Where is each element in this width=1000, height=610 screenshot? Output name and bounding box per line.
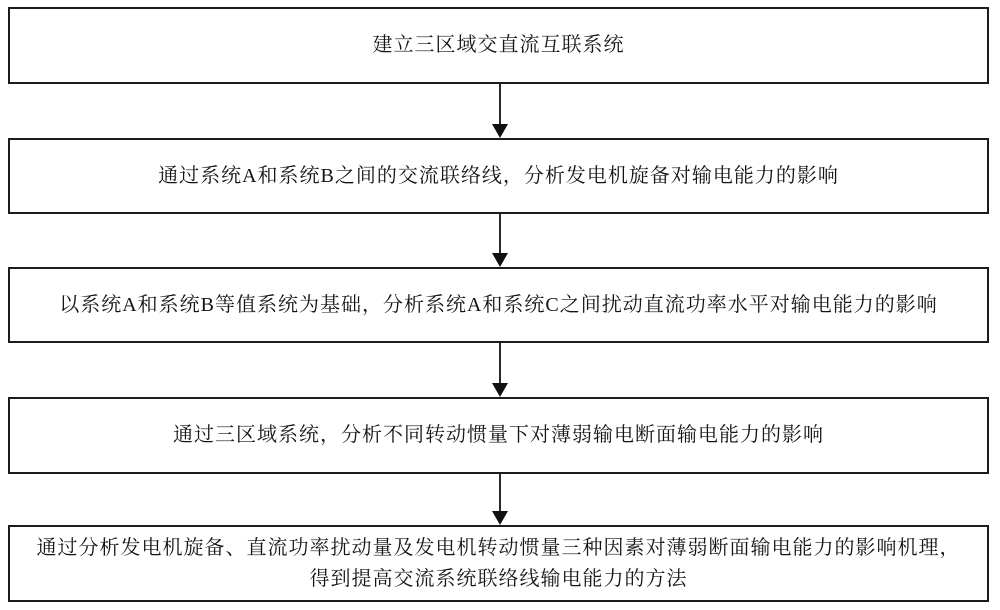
flow-arrow-4	[492, 474, 508, 525]
arrow-shaft	[499, 343, 501, 383]
flow-step-5-label-line-2: 得到提高交流系统联络线输电能力的方法	[309, 567, 688, 590]
flow-step-1-label: 建立三区域交直流互联系统	[372, 34, 625, 56]
flow-step-3	[8, 267, 989, 343]
flow-step-4-label: 通过三区域系统，分析不同转动惯量下对薄弱输电断面输电能力的影响	[173, 424, 824, 446]
arrow-head-down-icon	[492, 383, 508, 397]
flow-step-1	[8, 7, 989, 84]
flow-step-4	[8, 397, 989, 474]
arrow-head-down-icon	[492, 124, 508, 138]
flow-step-5-label-line-1: 通过分析发电机旋备、直流功率扰动量及发电机转动惯量三种因素对薄弱断面输电能力的影响机理，	[36, 536, 961, 559]
flow-arrow-1	[492, 84, 508, 138]
arrow-head-down-icon	[492, 511, 508, 525]
arrow-shaft	[499, 474, 501, 511]
arrow-shaft	[499, 84, 501, 124]
flow-arrow-2	[492, 214, 508, 267]
arrow-head-down-icon	[492, 253, 508, 267]
flow-step-2	[8, 138, 989, 214]
flow-step-3-label: 以系统A和系统B等值系统为基础，分析系统A和系统C之间扰动直流功率水平对输电能力的影响	[59, 293, 938, 316]
flow-arrow-3	[492, 343, 508, 397]
flow-step-2-label: 通过系统A和系统B之间的交流联络线，分析发电机旋备对输电能力的影响	[158, 164, 839, 187]
flow-step-5	[8, 525, 989, 602]
arrow-shaft	[499, 214, 501, 253]
